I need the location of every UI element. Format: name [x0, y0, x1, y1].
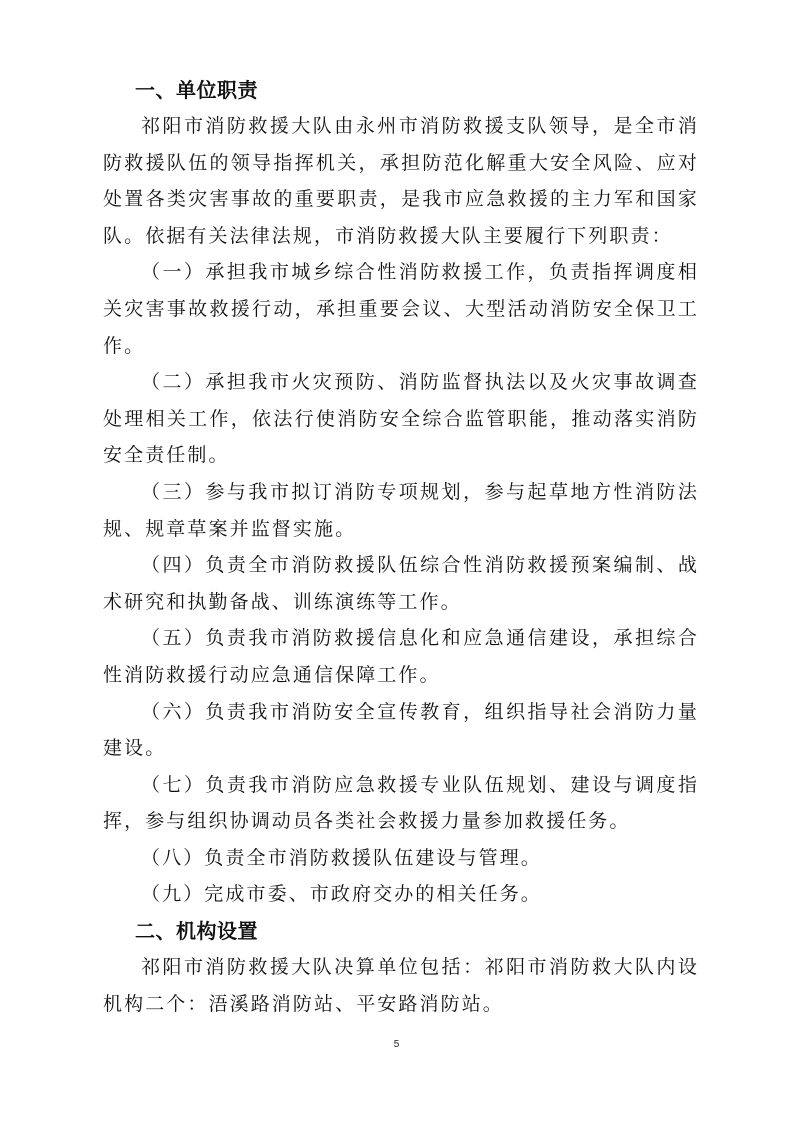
duty-item-1: （一）承担我市城乡综合性消防救援工作，负责指挥调度相关灾害事故救援行动，承担重要会议、大型活动消防安全保卫工作。 — [103, 261, 699, 357]
duty-item-9: （九）完成市委、市政府交办的相关任务。 — [141, 883, 542, 906]
duty-item-3: （三）参与我市拟订消防专项规划，参与起草地方性消防法规、规章草案并监督实施。 — [103, 480, 699, 540]
section-heading-organization: 二、机构设置 — [135, 919, 258, 944]
section-heading-unit-duties: 一、单位职责 — [135, 78, 258, 102]
duty-item-4: （四）负责全市消防救援队伍综合性消防救援预案编制、战术研究和执勤备战、训练演练等工作。 — [103, 554, 699, 613]
page-number: 5 — [393, 1039, 400, 1050]
duty-item-5: （五）负责我市消防救援信息化和应急通信建设，承担综合性消防救援行动应急通信保障工作。 — [103, 627, 699, 686]
duty-item-6: （六）负责我市消防安全宣传教育，组织指导社会消防力量建设。 — [103, 700, 699, 760]
duty-item-8: （八）负责全市消防救援队伍建设与管理。 — [141, 846, 542, 869]
page-content — [103, 72, 699, 1022]
organization-paragraph: 祁阳市消防救援大队决算单位包括：祁阳市消防救大队内设机构二个：浯溪路消防站、平安路消防站。 — [103, 956, 699, 1015]
duty-item-7: （七）负责我市消防应急救援专业队伍规划、建设与调度指挥，参与组织协调动员各类社会救援力量参加救援任务。 — [103, 773, 699, 833]
intro-paragraph: 祁阳市消防救援大队由永州市消防救援支队领导，是全市消防救援队伍的领导指挥机关，承担防范化解重大安全风险、应对处置各类灾害事故的重要职责，是我市应急救援的主力军和国家队。依据有关法律法规，市消防救援大队主要履行下列职责： — [103, 115, 699, 247]
duty-item-2: （二）承担我市火灾预防、消防监督执法以及火灾事故调查处理相关工作，依法行使消防安全综合监管职能，推动落实消防安全责任制。 — [103, 371, 699, 467]
